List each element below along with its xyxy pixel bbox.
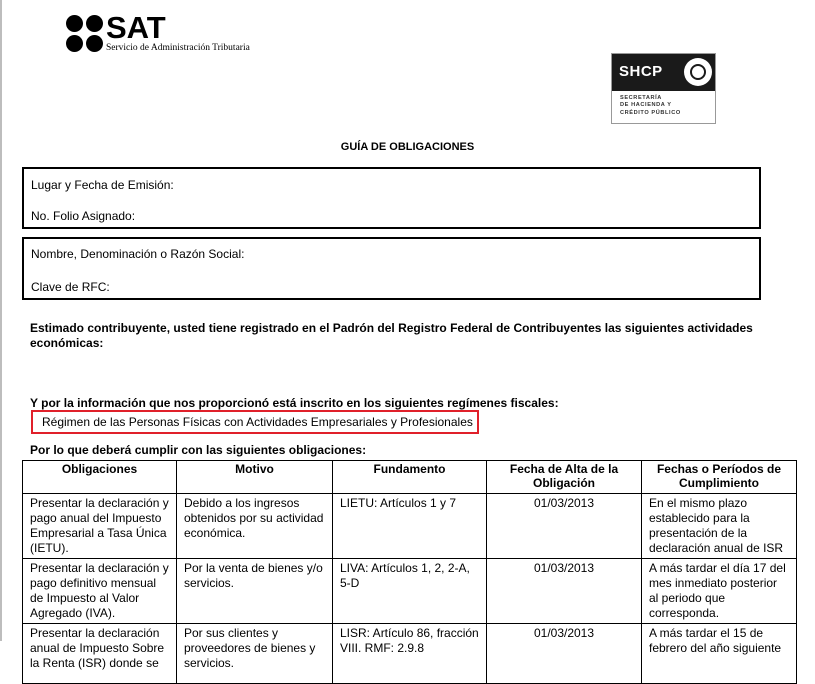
table-cell: Presentar la declaración y pago definitivo mensual de Impuesto al Valor Agregado (IVA). [23,559,177,624]
table-cell: LIVA: Artículos 1, 2, 2-A, 5-D [333,559,487,624]
obligations-table [22,460,797,684]
page-left-border [0,0,2,641]
table-cell: Por sus clientes y proveedores de bienes y servicios. [177,624,333,684]
header-motive: Motivo [177,461,333,494]
table-cell: Por la venta de bienes y/o servicios. [177,559,333,624]
shcp-logo-text: SHCP [619,63,663,80]
taxpayer-info-box [22,237,761,300]
table-cell: 01/03/2013 [487,559,642,624]
header-registration-date: Fecha de Alta de la Obligación [487,461,642,494]
national-seal-icon [684,58,712,86]
table-row [23,494,797,559]
sat-logo-subtitle: Servicio de Administración Tributaria [106,43,250,53]
table-cell: LISR: Artículo 86, fracción VIII. RMF: 2.9.8 [333,624,487,684]
name-label: Nombre, Denominación o Razón Social: [31,247,245,261]
table-cell: 01/03/2013 [487,494,642,559]
fiscal-regime-highlight: Régimen de las Personas Físicas con Actividades Empresariales y Profesionales [31,410,479,434]
shcp-logo [611,53,716,124]
table-header-row [23,461,797,494]
regimes-paragraph: Y por la información que nos proporcionó está inscrito en los siguientes regímenes fiscales: [30,396,559,410]
rfc-label: Clave de RFC: [31,280,110,294]
table-cell: LIETU: Artículos 1 y 7 [333,494,487,559]
header-compliance-periods: Fechas o Períodos de Cumplimiento [642,461,797,494]
folio-label: No. Folio Asignado: [31,209,136,223]
header-obligations: Obligaciones [23,461,177,494]
table-cell: A más tardar el 15 de febrero del año siguiente [642,624,797,684]
table-cell: A más tardar el día 17 del mes inmediato posterior al periodo que corresponda. [642,559,797,624]
intro-paragraph: Estimado contribuyente, usted tiene registrado en el Padrón del Registro Federal de Contribuyentes las siguientes actividades económicas: [30,321,753,350]
table-cell: Presentar la declaración y pago anual del Impuesto Empresarial a Tasa Única (IETU). [23,494,177,559]
table-cell: Presentar la declaración anual de Impuesto Sobre la Renta (ISR) donde se [23,624,177,684]
page-title: GUÍA DE OBLIGACIONES [340,141,475,153]
table-row [23,624,797,684]
obligations-intro: Por lo que deberá cumplir con las siguientes obligaciones: [30,443,367,457]
shcp-subtitle: SECRETARÍA DE HACIENDA Y CRÉDITO PÚBLICO [620,95,681,116]
table-row [23,559,797,624]
table-cell: 01/03/2013 [487,624,642,684]
table-cell: En el mismo plazo establecido para la presentación de la declaración anual de ISR [642,494,797,559]
emission-info-box [22,167,761,229]
place-date-label: Lugar y Fecha de Emisión: [31,178,174,192]
header-basis: Fundamento [333,461,487,494]
table-cell: Debido a los ingresos obtenidos por su actividad económica. [177,494,333,559]
sat-logo-icon [66,15,104,53]
sat-logo-text: SAT [106,10,166,45]
